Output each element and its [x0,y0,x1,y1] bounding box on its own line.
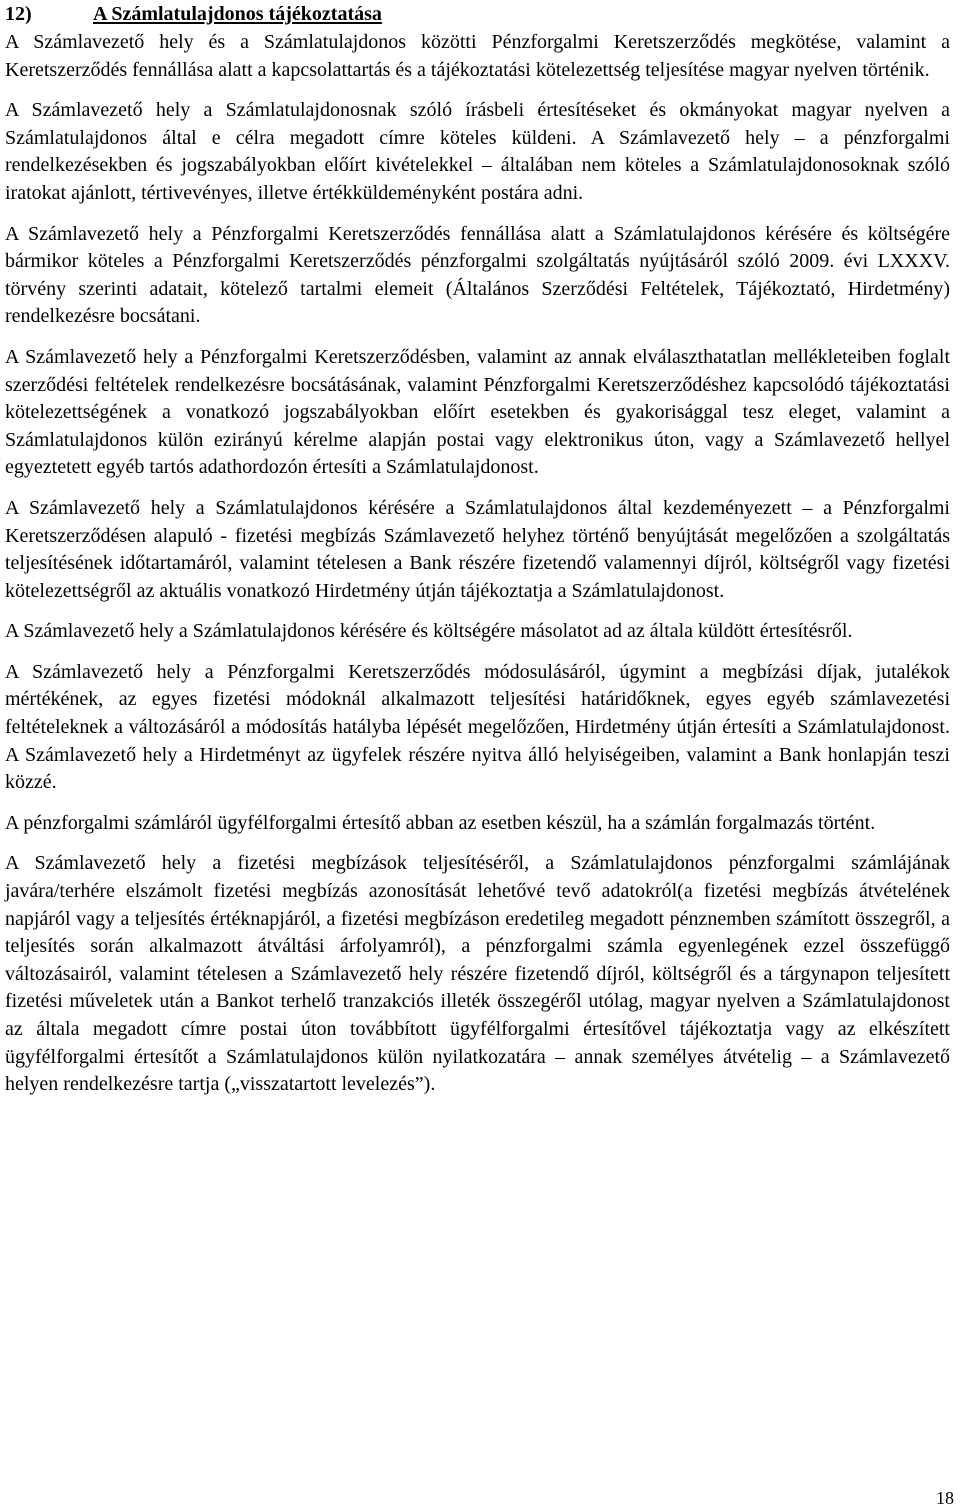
section-heading [5,0,950,26]
document-page [5,0,950,1099]
paragraph-language: A Számlavezető hely és a Számlatulajdonos közötti Pénzforgalmi Keretszerződés megkötése, valamint a Keretszerződés fennállása alatt a kapcsolattartás és a tájékoztatási kötelezettség teljesítése magyar nyelven történik. [5,31,950,81]
paragraph-copy-of-notice: A Számlavezető hely a Számlatulajdonos kérésére és költségére másolatot ad az általa küldött értesítésről. [5,620,853,643]
paragraph-contract-data: A Számlavezető hely a Pénzforgalmi Keretszerződés fennállása alatt a Számlatulajdonos kérésére és költségére bármikor köteles a Pénzforgalmi Keretszerződés pénzforgalmi szolgáltatás nyújtásáról szóló 2009. évi LXXXV. törvény szerinti adatait, kötelező tartalmi elemeit (Általános Szerződési Feltételek, Tájékoztató, Hirdetmény) rendelkezésre bocsátani. [5,222,950,328]
page-number: 18 [936,1488,954,1508]
paragraph-terms-availability: A Számlavezető hely a Pénzforgalmi Keretszerződésben, valamint az annak elválaszthatatlan mellékleteiben foglalt szerződési feltételek rendelkezésre bocsátásának, valamint Pénzforgalmi Keretszerződéshez kapcsolódó tájékoztatási kötelezettségének a vonatkozó jogszabályokban előírt esetekben és gyakorisággal tesz eleget, valamint a Számlatulajdonos külön ezirányú kérelme alapján postai vagy elektronikus úton, vagy a Számlavezető hellyel egyeztetett egyéb tartós adathordozón értesíti a Számlatulajdonost. [5,345,950,479]
section-title: A Számlatulajdonos tájékoztatása [93,3,382,25]
paragraph-contract-changes: A Számlavezető hely a Pénzforgalmi Keretszerződés módosulásáról, úgymint a megbízási díjak, jutalékok mértékének, az egyes fizetési módoknál alkalmazott teljesítési határidőknek, egyes egyéb számlavezetési feltételeknek a változásáról a módosítás hatályba lépését megelőzően, Hirdetmény útján értesíti a Számlatulajdonost. A Számlavezető hely a Hirdetményt az ügyfelek részére nyitva álló helyiségeiben, valamint a Bank honlapján teszi közzé. [5,660,950,794]
paragraph-payment-information: A Számlavezető hely a fizetési megbízások teljesítéséről, a Számlatulajdonos pénzforgalmi számlájának javára/terhére elszámolt fizetési megbízás azonosítását lehetővé tevő adatokról(a fizetési megbízás átvételének napjáról vagy a teljesítés értéknapjáról, a fizetési megbízáson eredetileg megadott pénznemben számított összegről, a teljesítés során alkalmazott átváltási árfolyamról), a pénzforgalmi számla egyenlegének ezzel összefüggő változásairól, valamint tételesen a Számlavezető hely részére fizetendő díjról, költségről és a tárgynapon teljesített fizetési műveletek után a Bankot terhelő tranzakciós illeték összegéről utólag, magyar nyelven a Számlatulajdonost az általa megadott címre postai úton továbbított ügyfélforgalmi értesítővel tájékoztatja vagy az elkészített ügyfélforgalmi értesítőt a Számlatulajdonos külön nyilatkozatára – annak személyes átvételig – a Számlavezető helyen rendelkezésre tartja („visszatartott levelezés”). [5,852,950,1096]
paragraph-written-notices: A Számlavezető hely a Számlatulajdonosnak szóló írásbeli értesítéseket és okmányokat magyar nyelven a Számlatulajdonos által e célra megadott címre köteles küldeni. A Számlavezető hely – a pénzforgalmi rendelkezésekben és jogszabályokban előírt kivételekkel – általában nem köteles a Számlatulajdonosoknak szóló iratokat ajánlott, tértivevényes, illetve értékküldeményként postára adni. [5,99,950,204]
section-number: 12) [5,3,32,25]
paragraph-account-statement: A pénzforgalmi számláról ügyfélforgalmi értesítő abban az esetben készül, ha a számlán forgalmazás történt. [5,811,876,834]
paragraph-prior-information: A Számlavezető hely a Számlatulajdonos kérésére a Számlatulajdonos által kezdeményezett – a Pénzforgalmi Keretszerződésen alapuló - fizetési megbízás Számlavezető helyhez történő benyújtását megelőzően a szolgáltatás teljesítésének időtartamáról, valamint tételesen a Bank részére fizetendő valamennyi díjról, költségről vagy fizetési kötelezettségről az aktuális vonatkozó Hirdetmény útján tájékoztatja a Számlatulajdonost. [5,496,950,602]
